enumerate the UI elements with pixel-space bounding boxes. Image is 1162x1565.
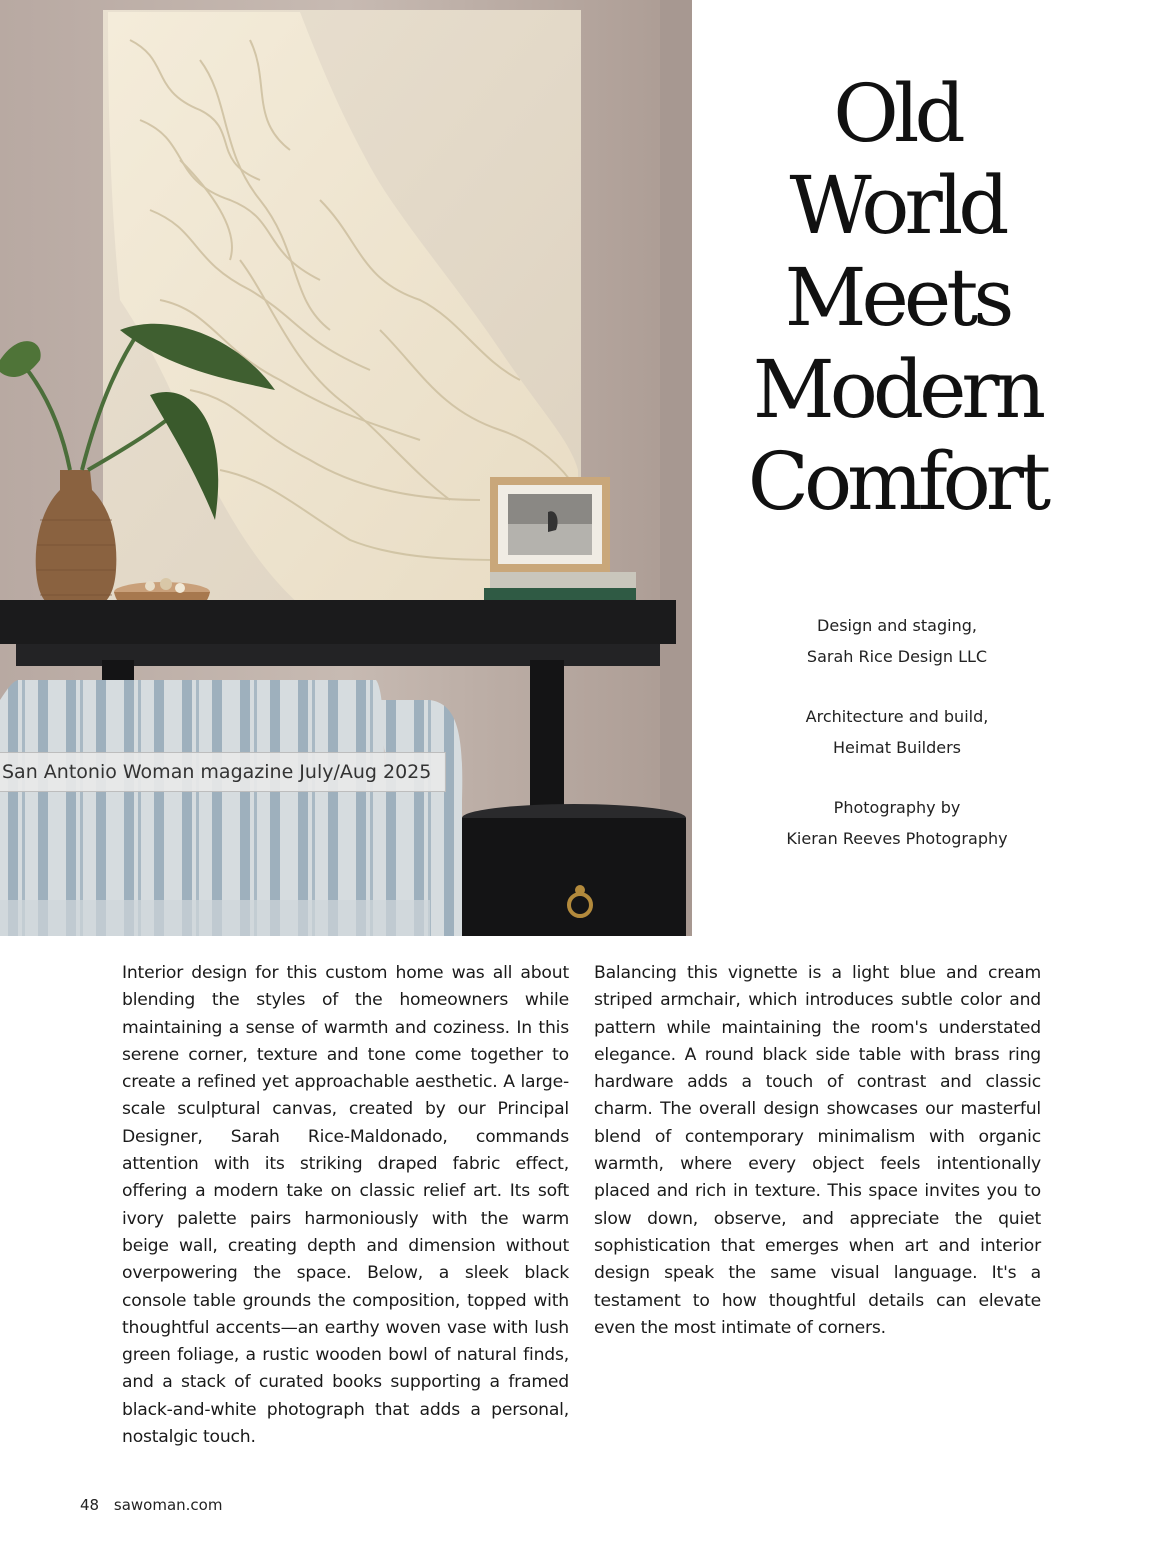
title-line: Modern bbox=[752, 343, 1042, 436]
body-column-1: Interior design for this custom home was all about blending the styles of the homeowners while maintaining a sense of warmth and coziness. In this serene corner, texture and tone come together to create a refined yet approachable aesthetic. A large-scale sculptural canvas, created by our Principal Designer, Sarah Rice-Maldonado, commands attention with its striking draped fabric effect, offering a modern take on classic relief art. Its soft ivory palette pairs harmoniously with the warm beige wall, creating depth and dimension without overpowering the space. Below, a sleek black console table grounds the composition, topped with thoughtful accents—an earthy woven vase with lush green foliage, a rustic wooden bowl of natural finds, and a stack of curated books supporting a framed black-and-white photograph that adds a personal, nostalgic touch. bbox=[122, 963, 569, 1448]
credit-role: Architecture and build, bbox=[805, 707, 989, 726]
striped-armchair bbox=[0, 680, 462, 936]
credit-design bbox=[692, 610, 1102, 672]
credits bbox=[692, 610, 1102, 883]
credit-name: Sarah Rice Design LLC bbox=[806, 647, 988, 666]
page-number: 48 bbox=[80, 1496, 100, 1514]
title-line: Meets bbox=[784, 251, 1010, 344]
black-side-table bbox=[462, 804, 686, 936]
interior-photo bbox=[0, 0, 692, 936]
magazine-caption: San Antonio Woman magazine July/Aug 2025 bbox=[0, 752, 446, 792]
credit-photography bbox=[692, 792, 1102, 854]
title-line: Old bbox=[833, 67, 961, 160]
credit-role: Photography by bbox=[833, 798, 961, 817]
title-line: Comfort bbox=[747, 435, 1047, 528]
credit-role: Design and staging, bbox=[817, 616, 977, 635]
page-footer bbox=[80, 1496, 232, 1514]
credit-architecture bbox=[692, 701, 1102, 763]
credit-name: Kieran Reeves Photography bbox=[786, 829, 1008, 848]
title-line: World bbox=[789, 159, 1005, 252]
body-column-2: Balancing this vignette is a light blue and cream striped armchair, which introduces subtle color and pattern while maintaining the room's understated elegance. A round black side table with brass ring hardware adds a touch of contrast and classic charm. The overall design showcases our masterful blend of contemporary minimalism with organic warmth, where every object feels intentionally placed and rich in texture. This space invites you to slow down, observe, and appreciate the quiet sophistication that emerges when art and interior design speak the same visual language. It's a testament to how thoughtful details can elevate even the most intimate of corners. bbox=[594, 963, 1041, 1338]
credit-name: Heimat Builders bbox=[833, 738, 961, 757]
site-url: sawoman.com bbox=[113, 1496, 223, 1514]
article-title bbox=[700, 68, 1094, 528]
